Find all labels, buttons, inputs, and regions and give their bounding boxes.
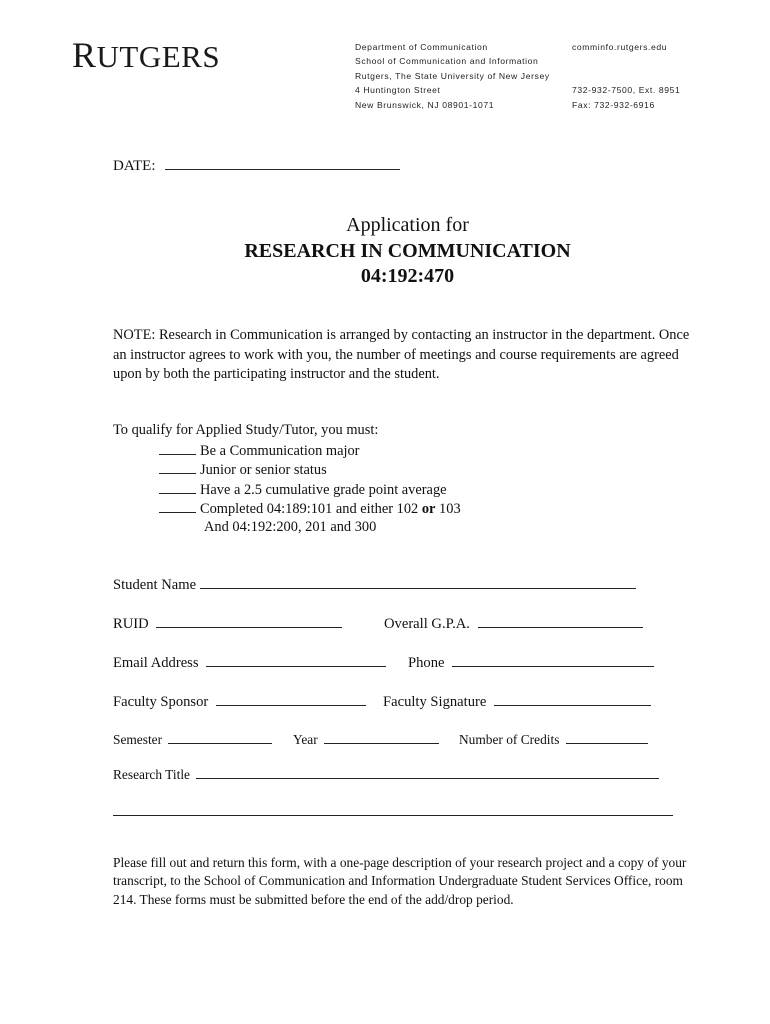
gpa-field — [384, 615, 643, 633]
address-line: Department of Communication — [355, 42, 488, 52]
faculty-signature-label: Faculty Signature — [383, 694, 487, 710]
faculty-sponsor-field — [113, 693, 366, 711]
title-line2: RESEARCH IN COMMUNICATION — [244, 240, 571, 262]
requirement-check-line[interactable] — [159, 442, 196, 455]
title-line1: Application for — [346, 214, 469, 236]
student-name-input[interactable] — [200, 576, 636, 589]
rutgers-logo — [72, 34, 220, 76]
contact-phone: 732-932-7500, Ext. 8951 — [572, 85, 681, 96]
course-number: 04:192:470 — [360, 265, 455, 287]
gpa-label: Overall G.P.A. — [384, 616, 470, 632]
phone-field — [408, 654, 654, 672]
submission-instructions: Please fill out and return this form, with a one-page description of your research project and a copy of your transcript, to the School of Communication and Information Undergraduate Student Services Office, room 214. These forms must be submitted before the end of the add/drop period. — [113, 855, 687, 907]
research-title-field — [113, 766, 659, 783]
research-title-input[interactable] — [196, 766, 659, 779]
credits-label: Number of Credits — [459, 732, 560, 747]
student-name-label: Student Name — [113, 577, 197, 593]
email-label: Email Address — [113, 655, 199, 671]
requirement-check-line[interactable] — [159, 500, 196, 513]
phone-input[interactable] — [452, 654, 654, 667]
email-field — [113, 654, 386, 672]
requirement-check-line[interactable] — [159, 461, 196, 474]
semester-input[interactable] — [168, 731, 272, 744]
gpa-input[interactable] — [478, 615, 643, 628]
faculty-sponsor-input[interactable] — [216, 693, 366, 706]
requirement-or: or — [421, 501, 436, 517]
address-line: 4 Huntington Street — [355, 85, 441, 96]
date-label: DATE: — [113, 158, 156, 174]
semester-field — [113, 731, 272, 748]
faculty-sponsor-label: Faculty Sponsor — [113, 694, 209, 710]
student-name-field — [113, 576, 636, 594]
ruid-field — [113, 615, 342, 633]
requirement-item — [159, 461, 327, 479]
year-input[interactable] — [324, 731, 439, 744]
ruid-input[interactable] — [156, 615, 342, 628]
research-title-input-continued[interactable] — [113, 815, 673, 816]
qualify-intro: To qualify for Applied Study/Tutor, you must: — [113, 422, 379, 438]
logo-initial: R — [72, 35, 97, 75]
requirement-text-end: 103 — [439, 501, 461, 517]
phone-label: Phone — [408, 655, 445, 671]
contact-web: comminfo.rutgers.edu — [572, 42, 668, 52]
faculty-signature-field — [383, 693, 651, 711]
requirement-item — [159, 481, 447, 499]
ruid-label: RUID — [113, 616, 149, 632]
year-field — [293, 731, 439, 748]
date-input-line[interactable] — [165, 157, 400, 170]
address-line: School of Communication and Information — [355, 56, 539, 67]
requirement-check-line[interactable] — [159, 481, 196, 494]
contact-fax: Fax: 732-932-6916 — [572, 99, 655, 110]
requirement-continuation: And 04:192:200, 201 and 300 — [204, 519, 377, 535]
requirement-item — [159, 442, 359, 460]
department-contact — [572, 40, 680, 112]
requirement-text: Have a 2.5 cumulative grade point average — [200, 482, 447, 498]
requirement-text: Be a Communication major — [200, 443, 360, 459]
year-label: Year — [293, 732, 318, 747]
requirement-text: Junior or senior status — [200, 462, 327, 478]
requirement-item — [159, 500, 461, 518]
note-paragraph: NOTE: Research in Communication is arranged by contacting an instructor in the department. Once an instructor agrees to work with you, the number of meetings and course requirements are agreed upon by both the participating instructor and the student. — [113, 327, 690, 382]
logo-rest: UTGERS — [96, 39, 221, 74]
department-address — [355, 40, 550, 112]
credits-field — [459, 731, 648, 748]
date-field — [113, 157, 400, 175]
email-input[interactable] — [206, 654, 386, 667]
requirement-text: Completed 04:189:101 and either 102 — [200, 501, 419, 517]
address-line: Rutgers, The State University of New Jersey — [355, 70, 550, 81]
credits-input[interactable] — [566, 731, 648, 744]
address-line: New Brunswick, NJ 08901-1071 — [355, 99, 495, 110]
research-title-label: Research Title — [113, 767, 190, 782]
faculty-signature-input[interactable] — [494, 693, 651, 706]
semester-label: Semester — [113, 732, 163, 747]
